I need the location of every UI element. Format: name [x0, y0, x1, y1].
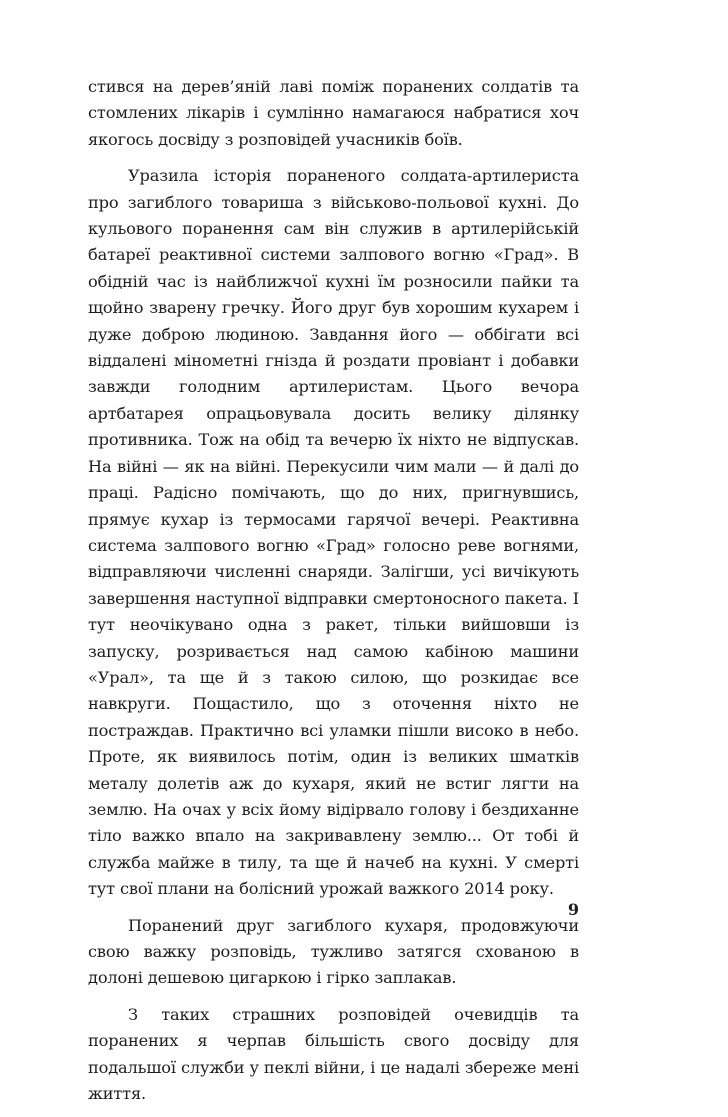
page-body: [88, 74, 579, 1117]
page-number: 9: [567, 900, 579, 919]
paragraph-1: стився на дерев’яній лаві поміж поранених солдатів та стомлених лікарів і сумлінно намагаюся набратися хоч якогось досвіду з розповідей учасників боїв.: [88, 77, 579, 149]
paragraph-2: Уразила історія пораненого солдата-артилериста про загиблого товариша з військово-польової кухні. До кульового поранення сам він служив в артилерійській батареї реактивної системи залпового вогню «Град». В обідній час із найближчої кухні їм розносили пайки та щойно зварену гречку. Його друг був хорошим кухарем і дуже доброю людиною. Завдання його — оббігати всі віддалені мінометні гнізда й роздати провіант і добавки завжди голодним артилеристам. Цього вечора артбатарея опрацьовувала досить велику ділянку противника. Тож на обід та вечерю їх ніхто не відпускав. На війні — як на війні. Перекусили чим мали — й далі до праці. Радісно помічають, що до них, пригнувшись, прямує кухар із термосами гарячої вечері. Реактивна система залпового вогню «Град» голосно реве вогнями, відправляючи численні снаряди. Залігши, усі вичікують завершення наступної відправки смертоносного пакета. І тут неочікувано одна з ракет, тільки вийшовши із запуску, розривається над самою кабіною машини «Урал», та ще й з такою силою, що розкидає все навкруги. Пощастило, що з оточення ніхто не постраждав. Практично всі уламки пішли високо в небо. Проте, як виявилось потім, один із великих шматків металу долетів аж до кухаря, який не встиг лягти на землю. На очах у всіх йому відірвало голову і бездиханне тіло важко впало на закривавлену землю... От тобі й служба майже в тилу, та ще й начеб на кухні. У смерті тут свої плани на болісний урожай важкого 2014 року.: [88, 166, 579, 899]
paragraph-4: З таких страшних розповідей очевидців та поранених я черпав більшість свого досвіду для подальшої служби у пеклі війни, і це надалі збереже мені життя.: [88, 1004, 579, 1104]
paragraph-3: Поранений друг загиблого кухаря, продовжуючи свою важку розповідь, тужливо затягся схованою в долоні дешевою цигаркою і гірко заплакав.: [88, 915, 579, 988]
